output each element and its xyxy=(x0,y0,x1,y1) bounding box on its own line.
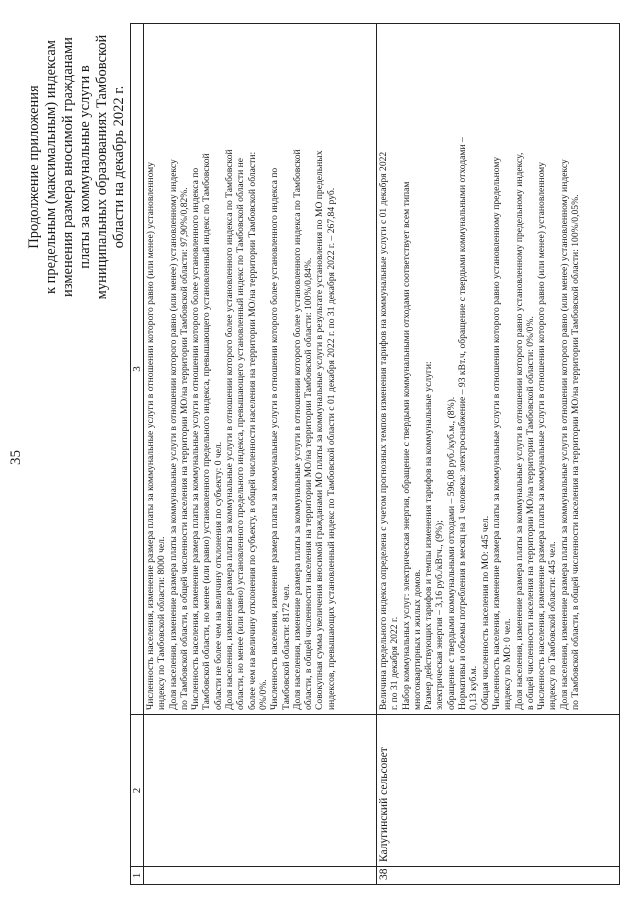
detail-line: обращение с твердыми коммунальными отходами – 596,08 руб./куб.м., (8%). xyxy=(445,396,457,710)
detail-line: Численность населения, изменение размера платы за коммунальные услуги в отношении которого более установленного индекса по xyxy=(269,167,281,710)
appendix-line: области на декабрь 2022 г. xyxy=(111,85,127,249)
detail-line: Доля населения, изменение размера платы за коммунальные услуги в отношении которого равно (или менее) установленному индексу xyxy=(167,159,179,710)
municipality-cell: Калугинский сельсовет xyxy=(377,715,620,867)
detail-line: Численность населения, изменение размера платы за коммунальные услуги в отношении которого равно (или менее) установленному xyxy=(536,161,548,710)
detail-line: Доля населения, изменение размера платы за коммунальные услуги в отношении которого более установленного индекса по Тамбовской xyxy=(291,149,303,710)
municipality-cell xyxy=(144,715,377,867)
header-col-1: 1 xyxy=(131,867,144,885)
appendix-line: платы за коммунальные услуги в xyxy=(77,65,93,269)
detail-line: Доля населения, изменение размера платы за коммунальные услуги в отношении которого равно установленному предельному индексу, xyxy=(513,152,525,710)
detail-line: электрическая энергия – 3,16 руб./кВтч., (9%); xyxy=(434,520,446,710)
detail-line: в общей численности населения на территории МО/на территории Тамбовской области: 0%/0%. xyxy=(524,316,536,710)
appendix-heading xyxy=(26,17,128,317)
detail-line: Численность населения, изменение размера платы за коммунальные услуги в отношении которого равно установленному предельному xyxy=(490,156,502,710)
detail-line: индексов, превышающих установленный индекс по Тамбовской области с 01 декабря 2022 г. по 31 декабря 2022 г. – 267,84 руб. xyxy=(325,187,337,710)
detail-line: Тамбовской области: 8172 чел. xyxy=(280,584,292,710)
appendix-line: к предельным (максимальным) индексам xyxy=(43,40,59,294)
details-cell xyxy=(377,24,620,715)
detail-line: г. по 31 декабря 2022 г. xyxy=(389,616,401,710)
details-cell xyxy=(144,24,377,715)
detail-line: по Тамбовской области, в общей численности населения на территории МО/на территории Тамбовской области: 100%/0,05%. xyxy=(570,194,582,710)
table-header-row xyxy=(131,24,144,885)
header-col-2: 2 xyxy=(131,715,144,867)
detail-line: Размер действующих тарифов и темпы изменения тарифов на коммунальные услуги: xyxy=(423,361,435,710)
detail-line: Набор коммунальных услуг: электрическая энергия, обращение с твердыми коммунальными отходами соответствует всем типам xyxy=(400,181,412,710)
detail-line: индексу по Тамбовской области: 445 чел. xyxy=(547,541,559,710)
table-row-38 xyxy=(377,24,620,885)
detail-line: области не более чем на величину отклонения по субъекту: 0 чел. xyxy=(212,441,224,710)
row-number-cell xyxy=(144,867,377,885)
detail-line: по Тамбовской области, в общей численности населения на территории МО/на территории Тамбовской области: 97,90%/0,82%. xyxy=(178,187,190,710)
table-row-continuation xyxy=(144,24,377,885)
detail-line: многоквартирных и жилых домов. xyxy=(411,569,423,710)
detail-line: Нормативы и объемы потребления в месяц на 1 человека: электроснабжение – 93 кВт.ч, обращение с твердыми коммунальными отходами – xyxy=(457,137,469,710)
detail-line: 0%/0%. xyxy=(257,679,269,710)
detail-line: области, в общей численности населения на территории МО/на территории Тамбовской области: 100%/0,84%. xyxy=(303,257,315,710)
detail-line: индексу по Тамбовской области: 8000 чел. xyxy=(156,536,168,710)
detail-line: Доля населения, изменение размера платы за коммунальные услуги в отношении которого равно (или менее) установленному индексу xyxy=(558,159,570,710)
header-col-3: 3 xyxy=(131,24,144,715)
appendix-line: Продолжение приложения xyxy=(26,85,42,249)
detail-line: 0,13 куб.м. xyxy=(468,665,480,710)
appendix-line: изменения размера вносимой гражданами xyxy=(60,37,76,297)
detail-line: Общая численность населения по МО: 445 чел. xyxy=(479,515,491,710)
appendix-line: муниципальных образованиях Тамбовской xyxy=(94,34,110,300)
detail-line: Совокупная сумма увеличения вносимой гражданами МО платы за коммунальные услуги в результате установления по МО предельных xyxy=(314,150,326,710)
detail-line: более чем на величину отклонения по субъекту, в общей численности населения на территории МО/на территории Тамбовской области: xyxy=(246,151,258,710)
detail-line: области, но менее (или равно) установленного предельного индекса, превышающего установленный индекс по Тамбовской области не xyxy=(235,157,247,710)
detail-line: Тамбовской области, но менее (или равно) установленного предельного индекса, превышающего установленный индекс по Тамбовской xyxy=(201,153,213,710)
detail-line: Величина предельного индекса определена с учетом прогнозных темпов изменения тарифов на коммунальные услуги с 01 декабря 2022 xyxy=(378,151,389,710)
indices-table xyxy=(130,23,620,885)
detail-line: Численность населения, изменение размера платы за коммунальные услуги в отношении которого более установленного индекса по xyxy=(190,167,202,710)
page-number: 35 xyxy=(8,450,24,465)
detail-line: Численность населения, изменение размера платы за коммунальные услуги в отношении которого равно (или менее) установленному xyxy=(145,161,156,710)
detail-line: Доля населения, изменение размера платы за коммунальные услуги в отношении которого более установленного индекса по Тамбовской xyxy=(224,149,236,710)
detail-line: индексу по МО: 0 чел. xyxy=(502,618,514,710)
row-number-cell: 38 xyxy=(377,867,620,885)
